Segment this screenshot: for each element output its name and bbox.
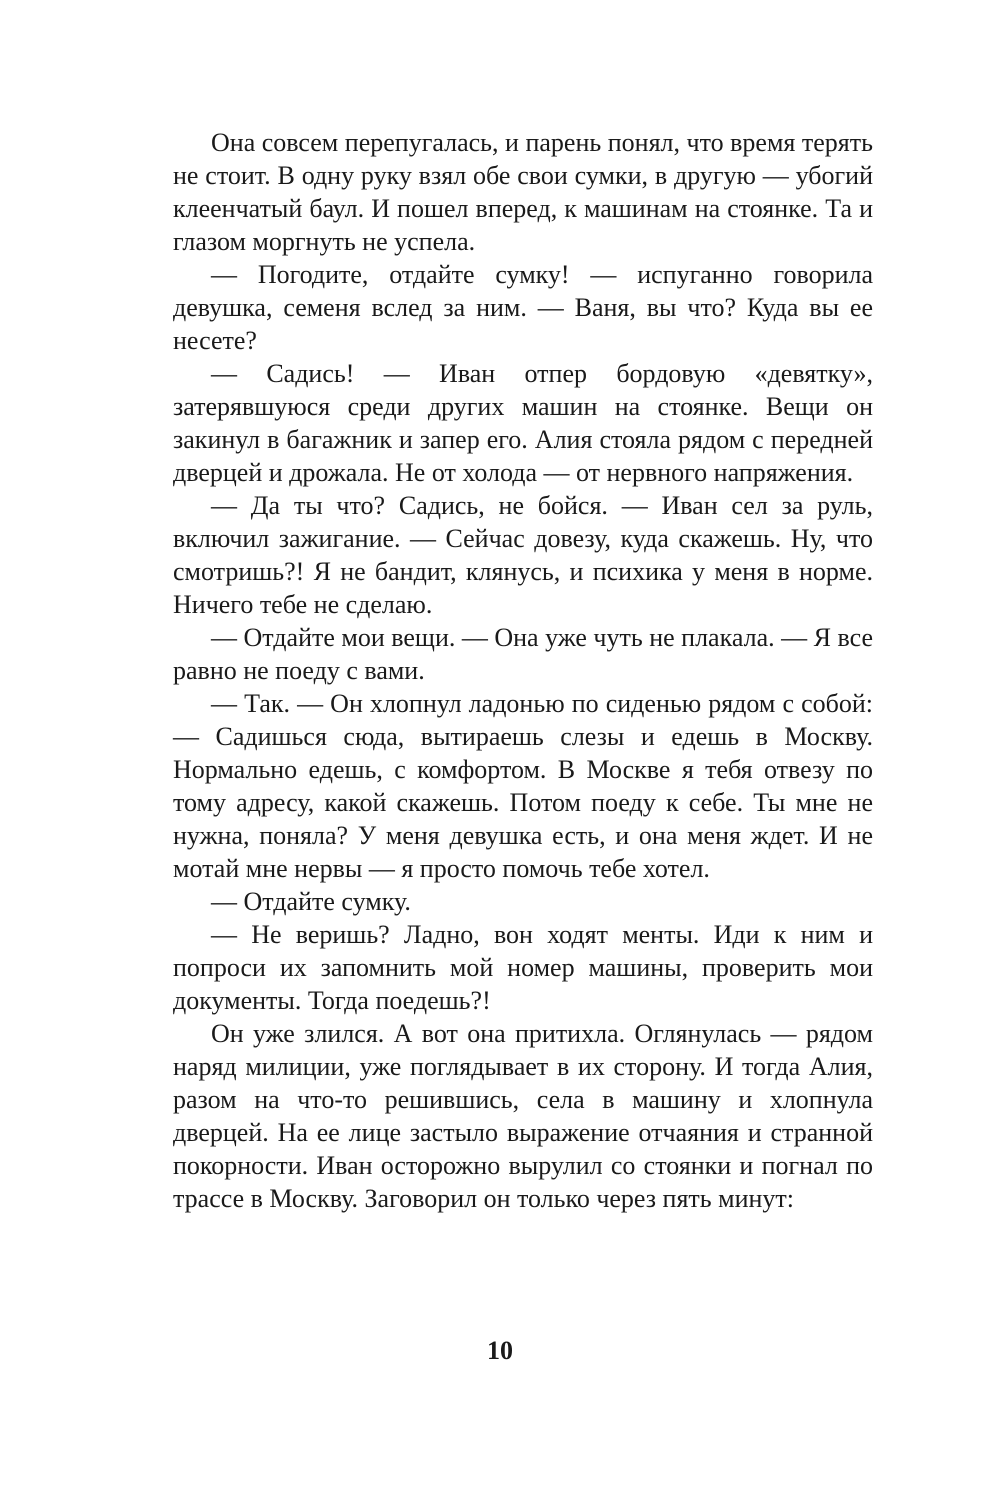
paragraph: Она совсем перепугалась, и парень понял, что время терять не стоит. В одну руку взял обе свои сумки, в другую — убогий клеенчатый баул. И пошел вперед, к машинам на стоянке. Та и глазом моргнуть не успела. xyxy=(173,128,873,256)
paragraph: — Отдайте сумку. xyxy=(211,887,411,916)
paragraph: Он уже злился. А вот она притихла. Оглянулась — рядом наряд милиции, уже поглядывает в их сторону. И тогда Алия, разом на что-то решившись, села в машину и хлопнула дверцей. На ее лице застыло выражение отчаяния и странной покорности. Иван осторожно вырулил со стоянки и погнал по трассе в Москву. Заговорил он только через пять минут: xyxy=(173,1019,873,1213)
paragraph: — Погодите, отдайте сумку! — испуганно говорила девушка, семеня вслед за ним. — Ваня, вы что? Куда вы ее несете? xyxy=(173,260,873,355)
paragraph: — Отдайте мои вещи. — Она уже чуть не плакала. — Я все равно не поеду с вами. xyxy=(173,623,873,685)
paragraph: — Да ты что? Садись, не бойся. — Иван сел за руль, включил зажигание. — Сейчас довезу, куда скажешь. Ну, что смотришь?! Я не бандит, клянусь, и психика у меня в норме. Ничего тебе не сделаю. xyxy=(173,491,873,619)
page-number: 10 xyxy=(487,1336,513,1365)
paragraph: — Так. — Он хлопнул ладонью по сиденью рядом с собой: — Садишься сюда, вытираешь слезы и едешь в Москву. Нормально едешь, с комфортом. В Москве я тебя отвезу по тому адресу, какой скажешь. Потом поеду к себе. Ты мне не нужна, поняла? У меня девушка есть, и она меня ждет. И не мотай мне нервы — я просто помочь тебе хотел. xyxy=(173,689,873,883)
paragraph: — Садись! — Иван отпер бордовую «девятку», затерявшуюся среди других машин на стоянке. Вещи он закинул в багажник и запер его. Алия стояла рядом с передней дверцей и дрожала. Не от холода — от нервного напряжения. xyxy=(173,359,873,487)
paragraph: — Не веришь? Ладно, вон ходят менты. Иди к ним и попроси их запомнить мой номер машины, проверить мои документы. Тогда поедешь?! xyxy=(173,920,873,1015)
page-body xyxy=(173,126,873,1215)
